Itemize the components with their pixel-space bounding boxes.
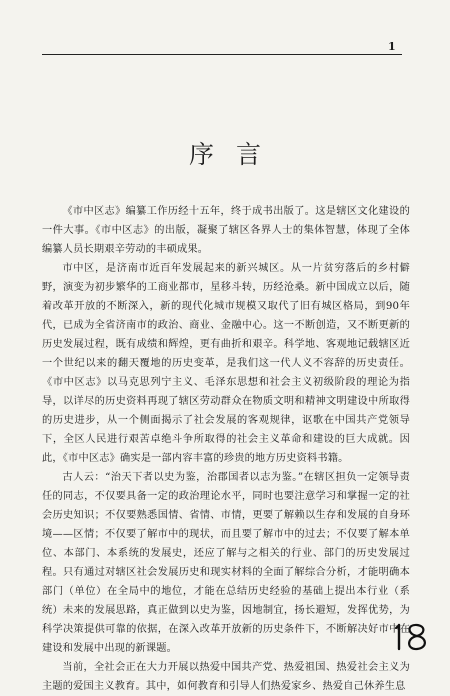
page-title: 序言 <box>188 139 283 169</box>
paragraph: 古人云：“治天下者以史为鉴，治郡国者以志为鉴。”在辖区担负一定领导责任的同志，不仅要具备一定的政治理论水平，同时也要注意学习和掌握一定的社会历史知识；不仅要熟悉国情、省情、市情，更要了解赖以生存和发展的自身环境——区情；不仅要了解市中的现状，而且要了解市中的过去；不仅要了解本单位、本部门、本系统的发展史，还应了解与之相关的行业、部门的历史发展过程。只有通过对辖区社会发展历史和现实材料的全面了解综合分析，才能明确本部门（单位）在全局中的地位，才能在总结历史经验的基础上提出本行业（系统）未来的发展思路，真正做到以史为鉴，因地制宜，扬长避短，发挥优势，为科学决策提供可靠的依据，在深入改革开放新的历史条件下，不断解决好市中在建设和发展中出现的新课题。 <box>42 472 410 654</box>
paragraph: 市中区，是济南市近百年发展起来的新兴城区。从一片贫穷落后的乡村僻野，演变为初步繁华的工商业都市，星移斗转，历经沧桑。新中国成立以后，随着改革开放的不断深入，新的现代化城市规模又取代了旧有城区格局，到90年代，已成为全省济南市的政治、商业、金融中心。这一不断创造，又不断更新的历史发展过程，既有成绩和辉煌，更有曲折和艰辛。科学地、客观地记载辖区近一个世纪以来的翻天覆地的历史变革，是我们这一代人义不容辞的历史责任。《市中区志》以马克思列宁主义、毛泽东思想和社会主义初级阶段的理论为指导，以详尽的历史资料再现了辖区劳动群众在物质文明和精神文明建设中所取得的历史进步，从一个侧面揭示了社会发展的客观规律，讴歌在中国共产党领导下，全区人民进行艰苦卓绝斗争所取得的社会主义革命和建设的巨大成就。因此，《市中区志》确实是一部内容丰富的珍贵的地方历史资料书籍。 <box>42 263 410 464</box>
header-rule <box>42 54 402 55</box>
paragraph: 《市中区志》编纂工作历经十五年，终于成书出版了。这是辖区文化建设的一件大事。《市中区志》的出版，凝聚了辖区各界人士的集体智慧，体现了全体编纂人员长期艰辛劳动的丰硕成果。 <box>42 206 410 255</box>
page-number: 1 <box>388 40 396 53</box>
handwritten-page-mark <box>393 622 437 652</box>
body-text <box>42 202 410 696</box>
paragraph: 当前，全社会正在大力开展以热爱中国共产党、热爱祖国、热爱社会主义为主题的爱国主义教育。其中，如何教育和引导人们热爱家乡、热爱自己休养生息 <box>42 662 410 692</box>
